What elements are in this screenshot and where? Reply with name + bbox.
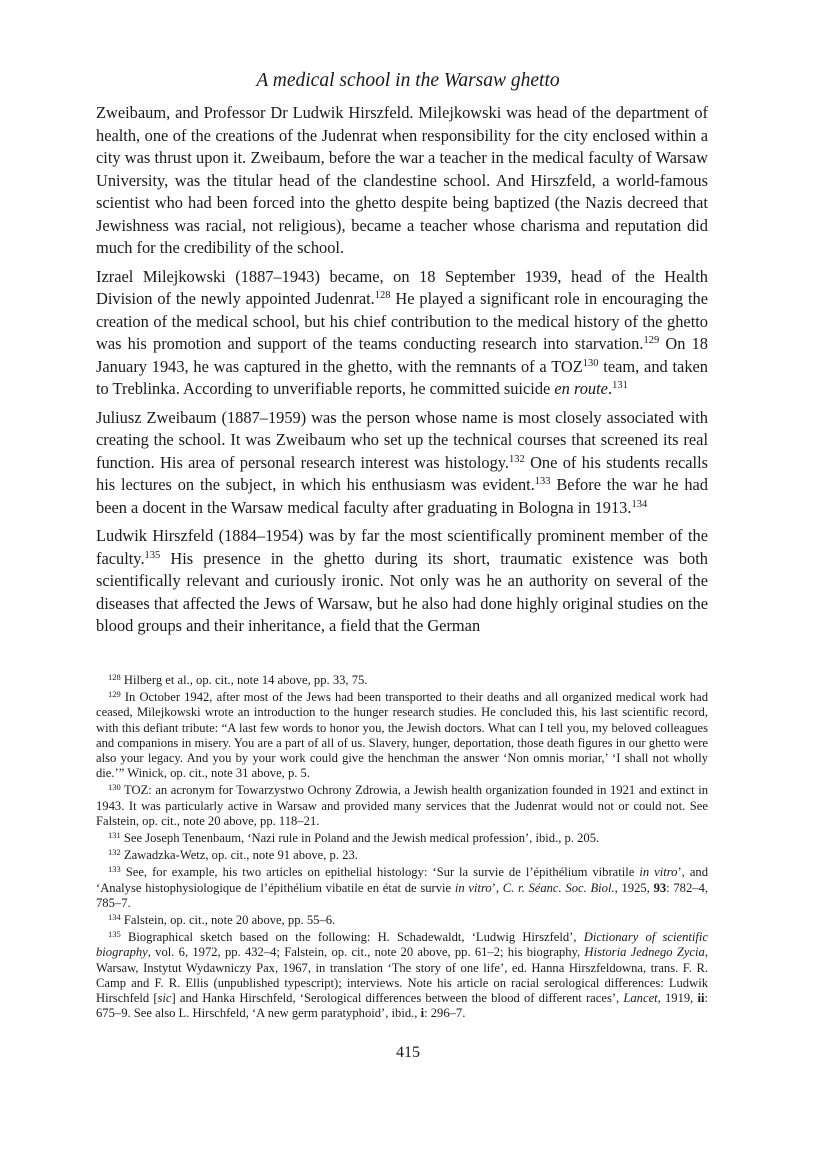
journal-title: Lancet (623, 991, 658, 1006)
p4-text-a: Ludwik Hirszfeld (1884–1954) was by far the most scientifically prominent member of the faculty. (96, 526, 708, 568)
footnote-text: , Warsaw, Instytut Wydawniczy Pax, 1967, in translation ‘The story of one life’, ed. Hanna Hirszfeldowna, trans. F. R. Camp and F. R. Ellis (unpublished typescript); interviews. Note his article on racial serological differences: Ludwik Hirschfeld [ (96, 945, 708, 1006)
footnote-italic: sic (157, 991, 172, 1006)
footnote-italic: in vitro (454, 880, 492, 895)
footnote-ref-130[interactable]: 130 (582, 357, 599, 369)
volume-number: i (420, 1006, 425, 1021)
footnote-text: : 782–4, 785–7. (96, 880, 709, 910)
footnote-129 (96, 690, 708, 781)
footnote-text: Hilberg et al., op. cit., note 14 above, pp. 33, 75. (120, 673, 368, 687)
footnote-number: 135 (108, 929, 121, 940)
footnote-text: : 675–9. See also L. Hirschfeld, ‘A new germ paratyphoid’, ibid., (96, 991, 709, 1021)
footnote-number: 130 (108, 782, 121, 793)
footnote-133 (96, 865, 708, 911)
footnote-130 (96, 783, 708, 829)
p2-text-b: He played a significant role in encouraging the creation of the medical school, but his chief contribution to the medical history of the ghetto was his promotion and support of the teams conducting research into starvation. (96, 289, 709, 353)
p2-text-c: On 18 January 1943, he was captured in the ghetto, with the remnants of a TOZ (96, 334, 708, 376)
footnote-text: ’, and ‘Analyse histophysiologique de l’épithélium vibatile en état de survie (96, 865, 708, 895)
footnote-number: 134 (108, 912, 121, 923)
paragraph-3 (96, 407, 708, 520)
footnote-text: TOZ: an acronym for Towarzystwo Ochrony Zdrowia, a Jewish health organization founded in 1921 and extinct in 1943. It was particularly active in Warsaw and provided many services that the Judenrat would not or could not. See Falstein, op. cit., note 20 above, pp. 118–21. (96, 783, 708, 828)
footnote-text: See, for example, his two articles on epithelial histology: ‘Sur la survie de l’épithélium vibratile (120, 865, 640, 880)
footnote-text: ’, (491, 880, 503, 895)
footnote-132 (96, 848, 708, 863)
footnote-text: , 1925, (614, 880, 654, 895)
footnotes (96, 673, 708, 1023)
footnote-number: 128 (108, 672, 121, 682)
p2-text-a: Izrael Milejkowski (1887–1943) became, on 18 September 1939, head of the Health Division of the newly appointed Judenrat. (96, 266, 708, 308)
footnote-text: ] and Hanka Hirschfeld, ‘Serological differences between the blood of different races’, (171, 991, 624, 1006)
footnote-text: In October 1942, after most of the Jews had been transported to their deaths and all organized medical work had ceased, Milejkowski wrote an introduction to the hunger research studies. He concluded this, his last scientific record, with this defiant tribute: “A last few words to honor you, the Jewish doctors. What can I tell you, my beloved colleagues and companions in misery. You are a part of all of us. Slavery, hunger, deportation, those death figures in our ghetto were also your legacy. And you by your work could give the henchman the answer ‘Non omnis moriar,’ ‘I shall not wholly die.’” Winick, op. cit., note 31 above, p. 5. (96, 690, 708, 781)
footnote-text: Biographical sketch based on the following: H. Schadewaldt, ‘Ludwig Hirszfeld’, (120, 930, 584, 945)
footnote-text: , vol. 6, 1972, pp. 432–4; Falstein, op. cit., note 20 above, pp. 61–2; his biography, (147, 945, 585, 960)
p2-text-f: . (607, 379, 613, 398)
footnote-text: Falstein, op. cit., note 20 above, pp. 55–6. (120, 913, 336, 928)
p3-text-b: One of his students recalls his lectures on the subject, in which his enthusiasm was evident. (96, 452, 708, 494)
journal-title: C. r. Séanc. Soc. Biol. (502, 880, 615, 895)
body-text (96, 102, 708, 644)
footnote-text: : 296–7. (424, 1006, 466, 1021)
footnote-ref-129[interactable]: 129 (643, 335, 660, 346)
running-head: A medical school in the Warsaw ghetto (256, 70, 560, 91)
footnote-ref-131[interactable]: 131 (612, 380, 628, 391)
footnote-number: 129 (108, 689, 121, 700)
p3-text-c: Before the war he had been a docent in the Warsaw medical faculty after graduating in Bologna in 1913. (96, 475, 708, 517)
footnote-number: 131 (108, 830, 121, 841)
footnote-number: 132 (108, 847, 121, 858)
footnote-italic: in vitro (639, 865, 678, 880)
volume-number: ii (697, 991, 705, 1006)
page-number: 415 (396, 1044, 420, 1061)
p4-text-b: His presence in the ghetto during its short, traumatic existence was both scientifically relevant and curiously ironic. Not only was he an authority on several of the diseases that affected the Jews of Warsaw, but he also had done highly original studies on the blood groups and their inheritance, a field that the German (96, 548, 708, 635)
footnote-ref-128[interactable]: 128 (374, 290, 391, 301)
footnote-number: 133 (108, 864, 121, 875)
footnote-italic: Dictionary of scientific biography (96, 930, 708, 960)
paragraph-2 (96, 266, 708, 401)
footnote-text: , 1919, (657, 991, 698, 1006)
paragraph-1: Zweibaum, and Professor Dr Ludwik Hirszfeld. Milejkowski was head of the department of health, one of the creations of the Judenrat when responsibility for the city enclosed within a city was thrust upon it. Zweibaum, before the war a teacher in the medical faculty of Warsaw University, was the titular head of the clandestine school. And Hirszfeld, a world-famous scientist who had been forced into the ghetto despite being baptized (the Nazis decreed that Jewishness was racial, not religious), became a teacher whose charisma and reputation did much for the credibility of the school. (96, 103, 708, 257)
p2-text-d: team, and taken to Treblinka. According to unverifiable reports, he committed suicide (96, 356, 708, 398)
footnote-text: See Joseph Tenenbaum, ‘Nazi rule in Poland and the Jewish medical profession’, ibid., p. 205. (120, 831, 600, 846)
p3-text-a: Juliusz Zweibaum (1887–1959) was the person whose name is most closely associated with creating the school. It was Zweibaum who set up the technical courses that screened its real function. His area of personal research interest was histology. (96, 407, 708, 472)
footnote-ref-132[interactable]: 132 (509, 453, 525, 465)
paragraph-4 (96, 525, 708, 638)
footnote-ref-134[interactable]: 134 (631, 498, 648, 510)
footnote-ref-133[interactable]: 133 (534, 476, 551, 487)
p2-italic-en-route: en route (554, 379, 608, 398)
footnote-text: Zawadzka-Wetz, op. cit., note 91 above, p. 23. (120, 848, 358, 863)
volume-number: 93 (653, 880, 667, 895)
footnote-ref-135[interactable]: 135 (144, 549, 161, 561)
footnote-italic: Historia Jednego Zycia (584, 945, 705, 960)
footnote-128 (96, 673, 708, 688)
footnote-135 (96, 930, 708, 1021)
footnote-134 (96, 913, 708, 928)
footnote-131 (96, 831, 708, 846)
